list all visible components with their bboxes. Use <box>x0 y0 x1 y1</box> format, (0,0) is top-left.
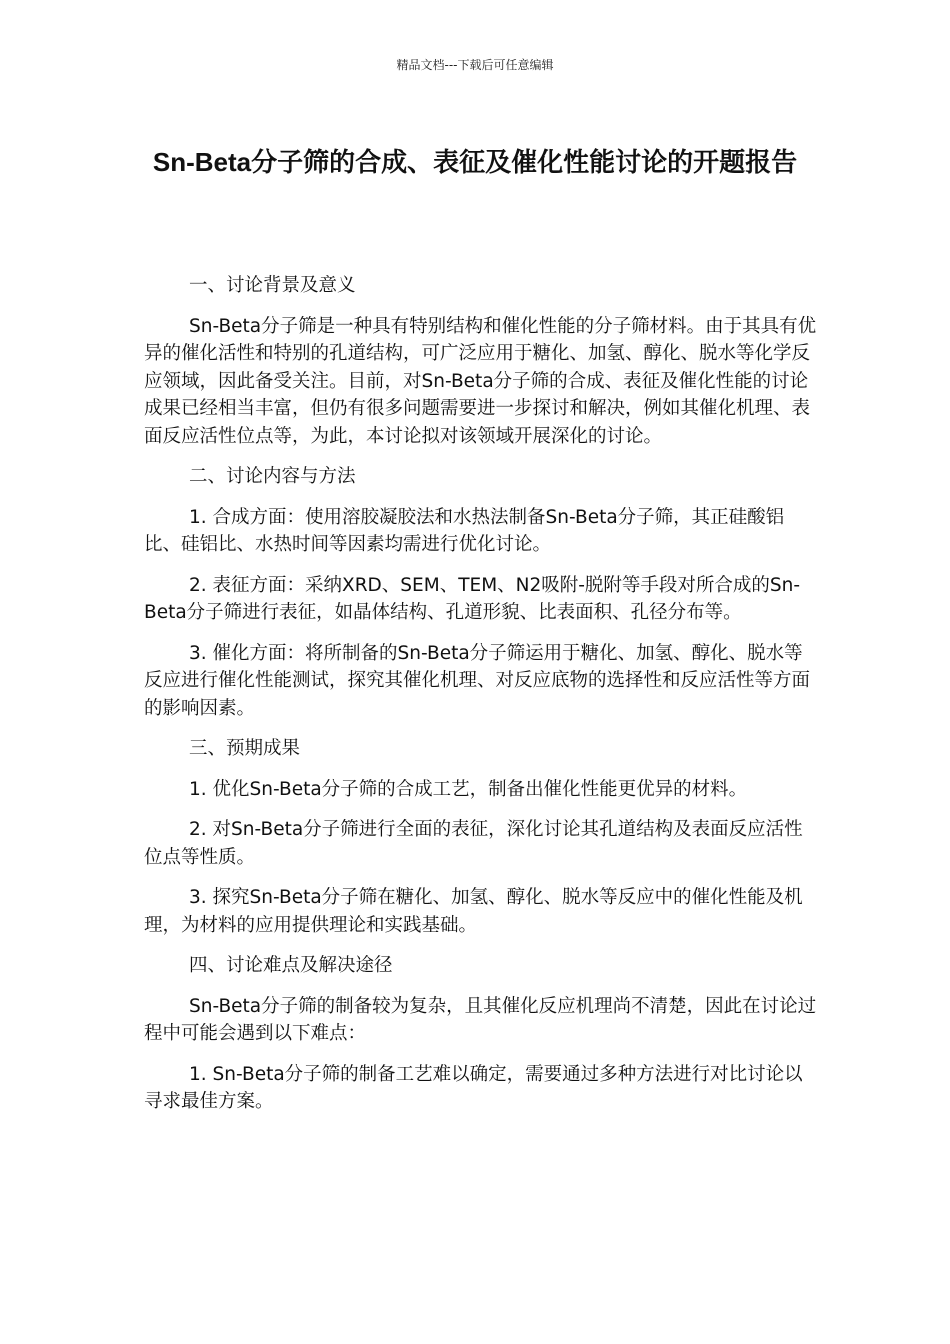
document-body <box>144 272 820 1129</box>
page-header: 精品文档---下载后可任意编辑 <box>396 58 554 72</box>
paragraph-difficulty-1: 1. Sn-Beta分子筛的制备工艺难以确定，需要通过多种方法进行对比讨论以寻求最佳方案。 <box>144 1063 803 1112</box>
paragraph-background: Sn-Beta分子筛是一种具有特别结构和催化性能的分子筛材料。由于其具有优异的催化活性和特别的孔道结构，可广泛应用于糖化、加氢、醇化、脱水等化学反应领域，因此备受关注。目前，对Sn-Beta分子筛的合成、表征及催化性能的讨论成果已经相当丰富，但仍有很多问题需要进一步探讨和解决，例如其催化机理、表面反应活性位点等，为此，本讨论拟对该领域开展深化的讨论。 <box>144 315 817 447</box>
paragraph-synthesis: 1. 合成方面：使用溶胶凝胶法和水热法制备Sn-Beta分子筛，其正硅酸铝比、硅铝比、水热时间等因素均需进行优化讨论。 <box>144 506 785 555</box>
paragraph-catalysis: 3. 催化方面：将所制备的Sn-Beta分子筛运用于糖化、加氢、醇化、脱水等反应进行催化性能测试，探究其催化机理、对反应底物的选择性和反应活性等方面的影响因素。 <box>144 642 811 719</box>
section-heading-background: 一、讨论背景及意义 <box>189 275 356 296</box>
paragraph-result-2: 2. 对Sn-Beta分子筛进行全面的表征，深化讨论其孔道结构及表面反应活性位点等性质。 <box>144 819 803 868</box>
paragraph-result-3: 3. 探究Sn-Beta分子筛在糖化、加氢、醇化、脱水等反应中的催化性能及机理，为材料的应用提供理论和实践基础。 <box>144 887 803 936</box>
document-title: Sn-Beta分子筛的合成、表征及催化性能讨论的开题报告 <box>152 147 798 177</box>
section-heading-expected-results: 三、预期成果 <box>189 738 301 759</box>
paragraph-difficulties-intro: Sn-Beta分子筛的制备较为复杂，且其催化反应机理尚不清楚，因此在讨论过程中可能会遇到以下难点： <box>144 995 817 1044</box>
paragraph-result-1: 1. 优化Sn-Beta分子筛的合成工艺，制备出催化性能更优异的材料。 <box>189 778 748 800</box>
section-heading-content-method: 二、讨论内容与方法 <box>189 466 356 487</box>
section-heading-difficulties: 四、讨论难点及解决途径 <box>189 955 393 976</box>
paragraph-characterization: 2. 表征方面：采纳XRD、SEM、TEM、N2吸附-脱附等手段对所合成的Sn-Beta分子筛进行表征，如晶体结构、孔道形貌、比表面积、孔径分布等。 <box>144 574 801 623</box>
